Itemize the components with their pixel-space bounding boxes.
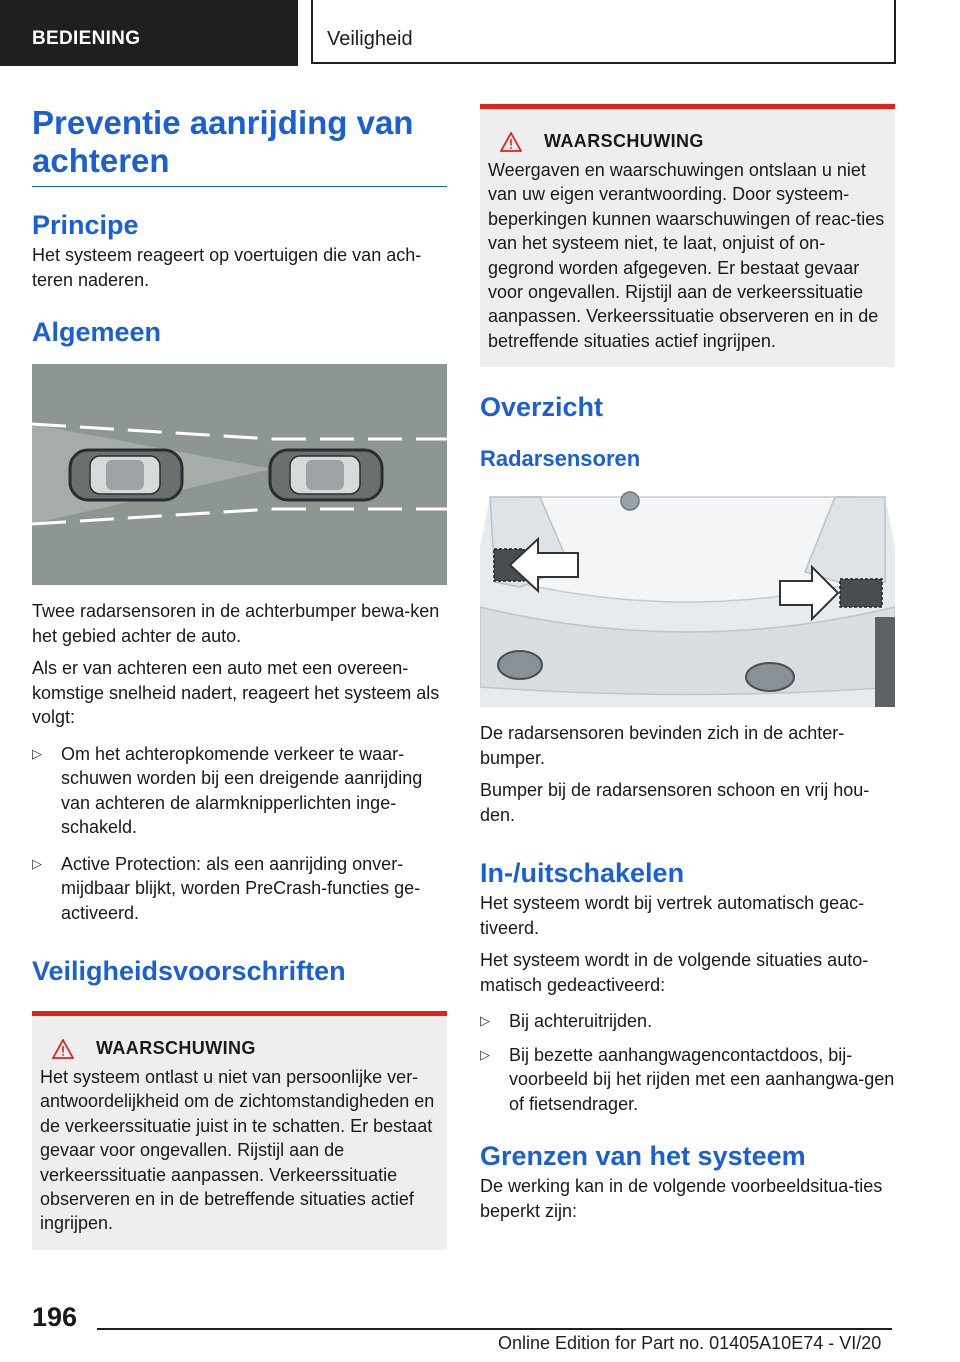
warning-title: WAARSCHUWING bbox=[544, 131, 704, 151]
list-item: ▷ Om het achteropkomende verkeer te waar‐schuwen worden bij een dreigende aanrijding van achteren de alarmknipperlichten inge‐schakeld. bbox=[32, 743, 423, 837]
list-item: ▷ Active Protection: als een aanrijding onver‐mijdbaar blijkt, worden PreCrash-functies ge‐activeerd. bbox=[32, 853, 421, 923]
list-item: ▷ Bij bezette aanhangwagencontactdoos, bij‐voorbeeld bij het rijden met een aanhangwa‐gen of fietsendrager. bbox=[480, 1044, 895, 1114]
warning-box-right bbox=[480, 104, 895, 367]
section-label: BEDIENING bbox=[32, 28, 141, 49]
chapter-label: Veiligheid bbox=[327, 28, 413, 50]
algemeen-paragraph-1: Twee radarsensoren in de achterbumper bewa‐ken het gebied achter de auto. bbox=[32, 601, 440, 646]
algemeen-paragraph-2: Als er van achteren een auto met een overeen‐komstige snelheid nadert, reageert het systeem als volgt: bbox=[32, 658, 440, 727]
left-column bbox=[32, 104, 447, 1250]
heading-radarsensoren: Radarsensoren bbox=[480, 446, 641, 472]
grenzen-text: De werking kan in de volgende voorbeeldsitua‐ties beperkt zijn: bbox=[480, 1176, 883, 1221]
warning-triangle-icon bbox=[500, 132, 522, 152]
heading-overzicht: Overzicht bbox=[480, 392, 604, 423]
heading-grenzen: Grenzen van het systeem bbox=[480, 1141, 806, 1172]
warning-triangle-icon bbox=[52, 1039, 74, 1059]
car-rear bbox=[70, 450, 182, 500]
car-front bbox=[270, 450, 382, 500]
heading-principe: Principe bbox=[32, 210, 139, 240]
heading-algemeen: Algemeen bbox=[32, 317, 162, 347]
warning-text: Het systeem ontlast u niet van persoonlijke ver‐antwoordelijkheid om de zichtomstandigheden en de verkeerssituatie juist in te schatten. Er bestaat gevaar voor ongevallen. Rijstijl aan de verkeerssituatie aanpassen. Verkeerssituatie observeren en in de betreffende situaties actief ingrijpen. bbox=[40, 1067, 435, 1234]
chapter-tab bbox=[311, 0, 896, 64]
edition-note: Online Edition for Part no. 01405A10E74 - VI/20 bbox=[498, 1333, 882, 1353]
traffic-illustration bbox=[32, 364, 447, 585]
radar-sensor-right bbox=[840, 579, 882, 607]
heading-veiligheidsvoorschriften: Veiligheidsvoorschriften bbox=[32, 956, 346, 986]
rear-bumper-radar-diagram bbox=[480, 487, 895, 707]
triangle-right-icon: ▷ bbox=[480, 1013, 490, 1029]
bumper-illustration bbox=[480, 487, 895, 707]
right-column bbox=[480, 104, 895, 1223]
triangle-right-icon: ▷ bbox=[480, 1046, 490, 1062]
inuit-paragraph-1: Het systeem wordt bij vertrek automatisch geac‐tiveerd. bbox=[480, 893, 865, 938]
warning-text: Weergaven en waarschuwingen ontslaan u niet van uw eigen verantwoording. Door systeem‐beperkingen kunnen waarschuwingen of reac‐ties van het systeem niet, te laat, onjuist of on‐gegrond worden afgegeven. Er bestaat gevaar voor ongevallen. Rijstijl aan de verkeerssituatie aanpassen. Verkeerssituatie observeren en in de betreffende situaties actief ingrijpen. bbox=[488, 160, 885, 351]
triangle-right-icon: ▷ bbox=[32, 855, 42, 871]
triangle-right-icon: ▷ bbox=[32, 745, 42, 761]
behavior-list bbox=[32, 742, 447, 926]
principe-text: Het systeem reageert op voertuigen die van ach‐teren naderen. bbox=[32, 245, 422, 290]
radar-paragraph-1: De radarsensoren bevinden zich in de achter‐bumper. bbox=[480, 723, 845, 768]
list-item: ▷ Bij achteruitrijden. bbox=[480, 1009, 895, 1034]
warning-title: WAARSCHUWING bbox=[96, 1038, 256, 1058]
footer-divider bbox=[97, 1328, 892, 1330]
heading-in-uitschakelen: In-/uitschakelen bbox=[480, 858, 685, 889]
page-number: 196 bbox=[32, 1302, 78, 1332]
two-cars-radar-diagram bbox=[32, 364, 447, 585]
inuit-paragraph-2: Het systeem wordt in de volgende situaties auto‐matisch gedeactiveerd: bbox=[480, 950, 869, 995]
section-tab bbox=[0, 0, 298, 66]
radar-paragraph-2: Bumper bij de radarsensoren schoon en vrij hou‐den. bbox=[480, 780, 870, 825]
deactivation-list bbox=[480, 1009, 895, 1116]
warning-box-left bbox=[32, 1011, 447, 1250]
page-title: Preventie aanrijding van achteren bbox=[32, 104, 447, 187]
